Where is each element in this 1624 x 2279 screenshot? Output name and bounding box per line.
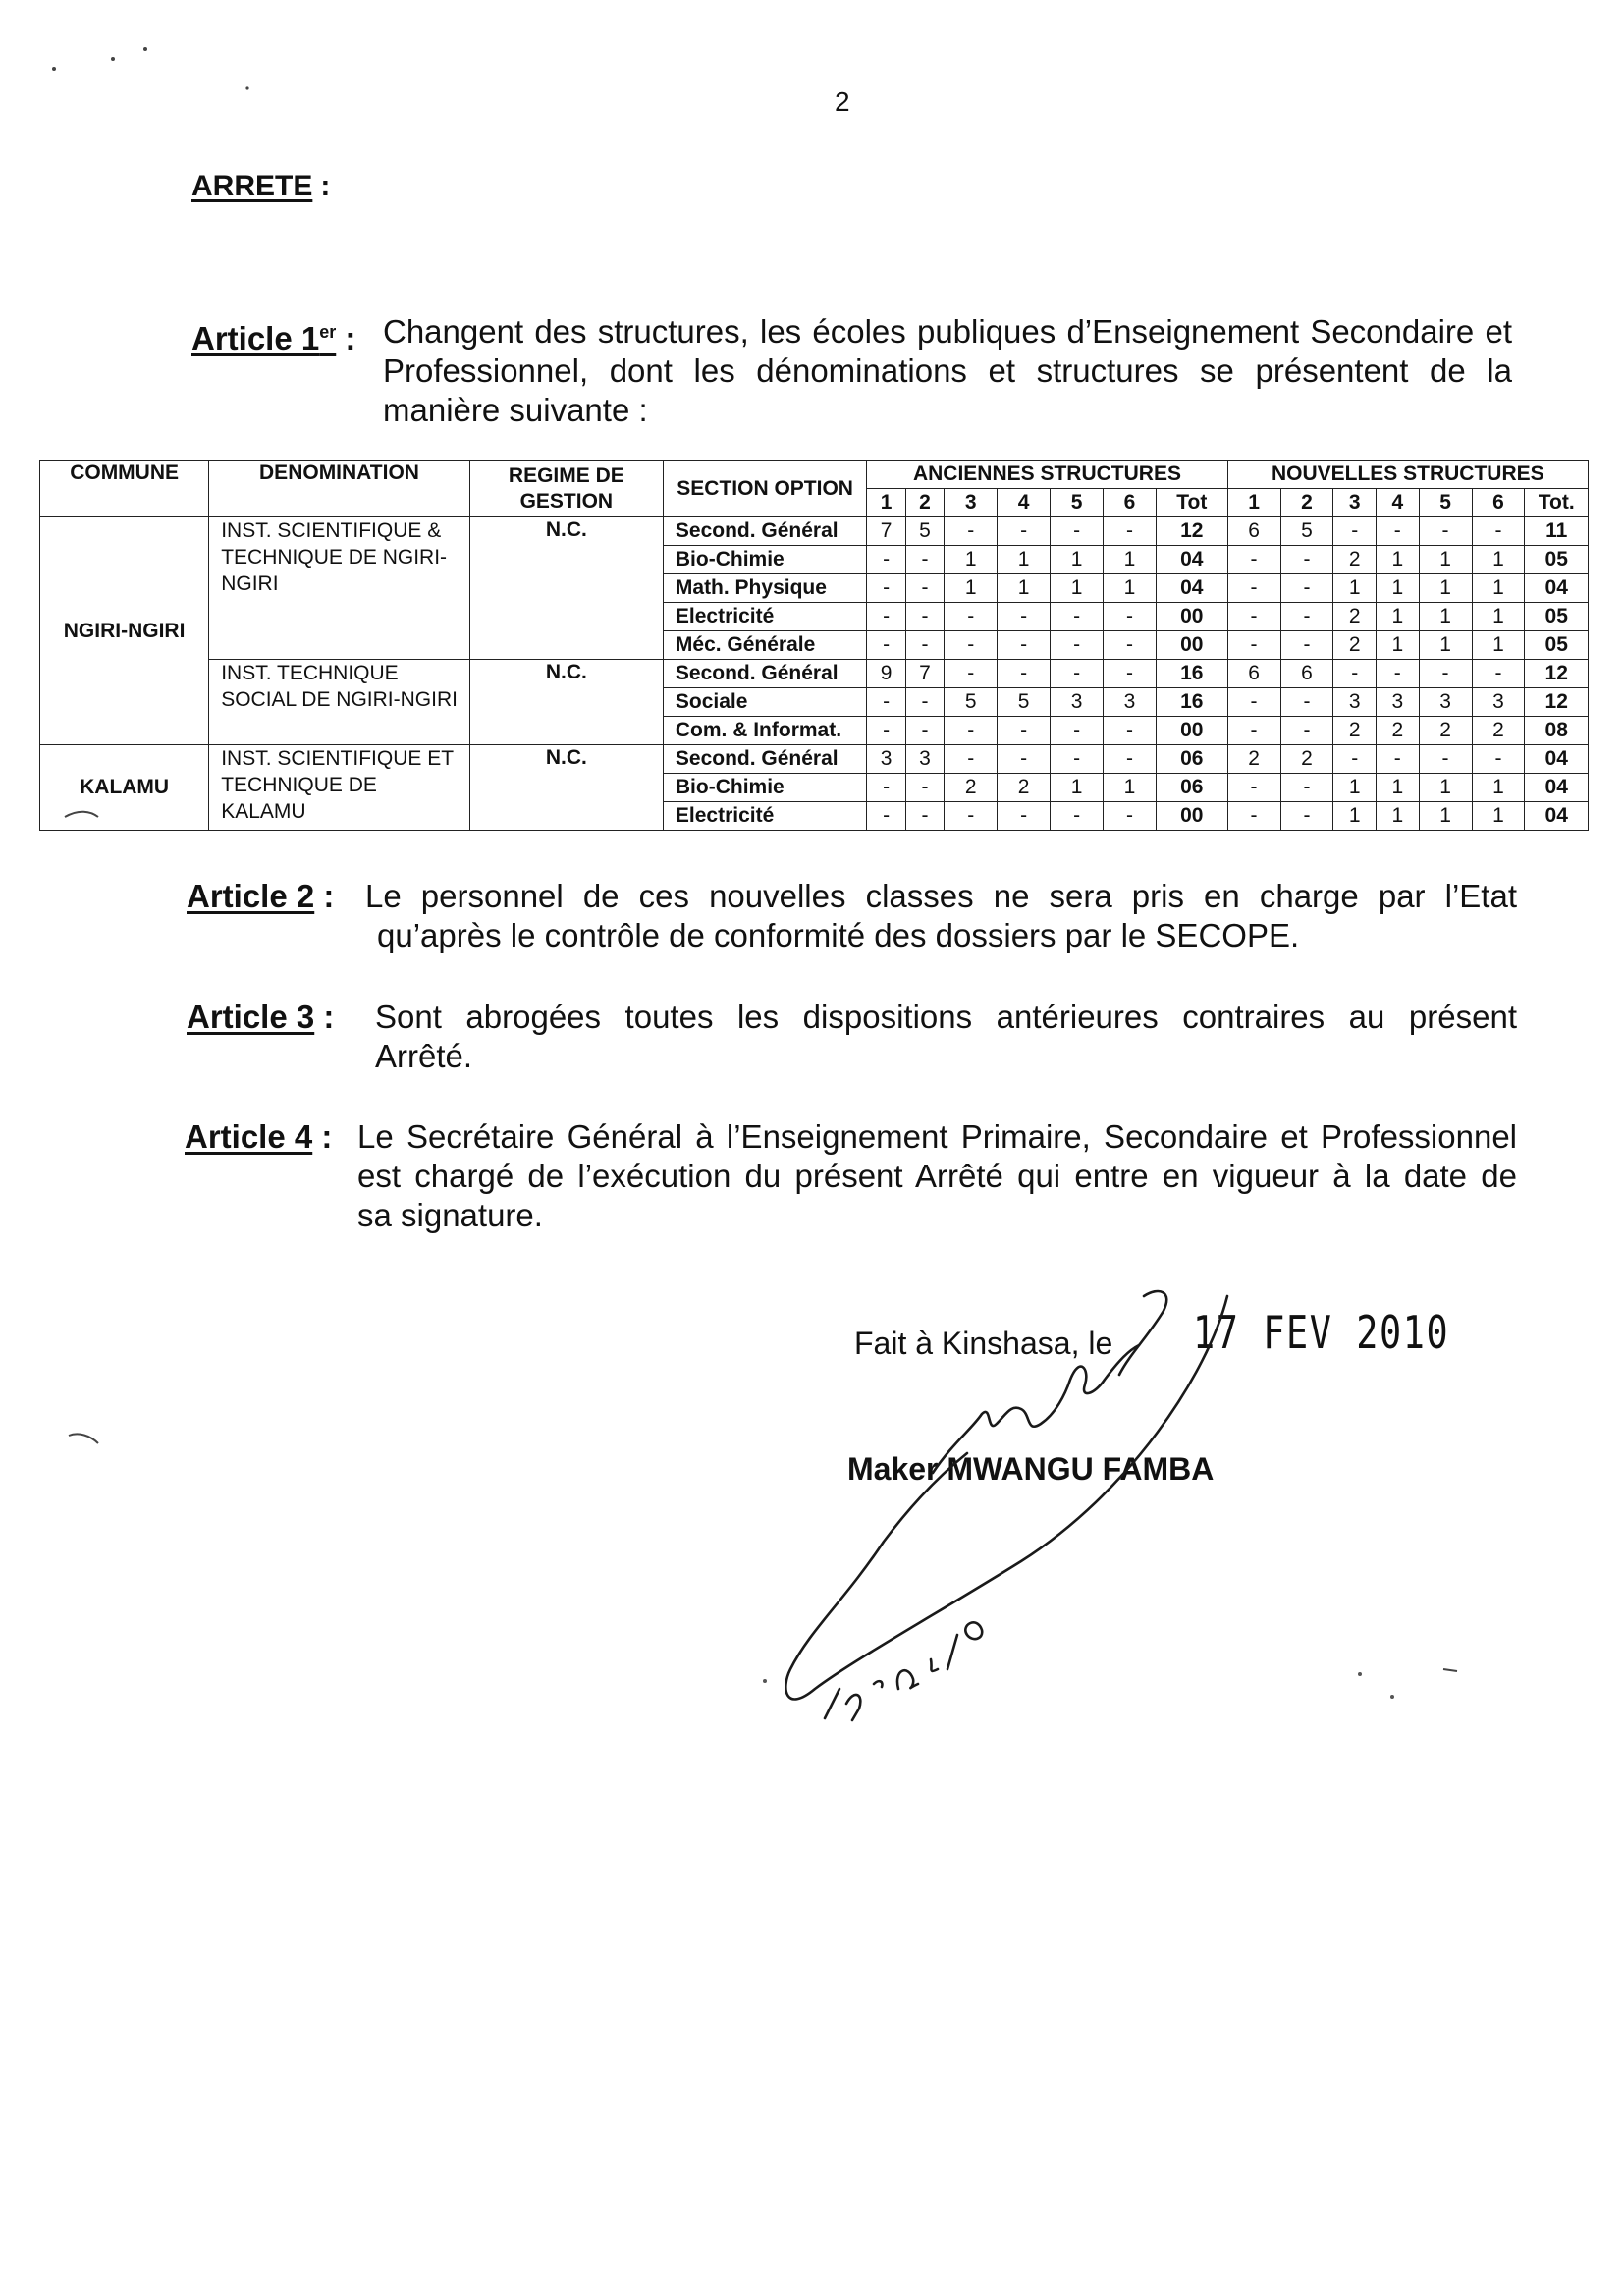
new-value-cell: 1 — [1472, 774, 1525, 802]
old-value-cell: - — [1051, 717, 1104, 745]
new-value-cell: 2 — [1419, 717, 1472, 745]
new-value-cell: - — [1280, 574, 1333, 603]
new-col-header: 1 — [1227, 489, 1280, 517]
old-value-cell: - — [998, 802, 1051, 831]
old-value-cell: 7 — [867, 517, 905, 546]
new-value-cell: - — [1227, 774, 1280, 802]
new-value-cell: - — [1377, 660, 1420, 688]
new-value-cell: 5 — [1280, 517, 1333, 546]
option-cell: Second. Général — [663, 660, 866, 688]
old-value-cell: - — [905, 546, 944, 574]
old-value-cell: 3 — [905, 745, 944, 774]
article-3-label: Article 3 : — [187, 999, 335, 1035]
header-nouvelles: NOUVELLES STRUCTURES — [1227, 461, 1588, 489]
option-cell: Bio-Chimie — [663, 774, 866, 802]
old-value-cell: 3 — [1104, 688, 1157, 717]
denomination-cell: INST. SCIENTIFIQUE & TECHNIQUE DE NGIRI-NGIRI — [209, 517, 470, 660]
new-value-cell: 2 — [1377, 717, 1420, 745]
old-value-cell: - — [998, 517, 1051, 546]
new-value-cell: - — [1227, 717, 1280, 745]
old-value-cell: - — [1104, 603, 1157, 631]
old-value-cell: - — [1104, 660, 1157, 688]
new-col-header: 2 — [1280, 489, 1333, 517]
old-value-cell: - — [1104, 517, 1157, 546]
old-col-header: 5 — [1051, 489, 1104, 517]
header-regime: REGIME DE GESTION — [469, 461, 663, 517]
new-col-header: 6 — [1472, 489, 1525, 517]
new-value-cell: 1 — [1333, 774, 1377, 802]
new-value-cell: 1 — [1333, 574, 1377, 603]
new-value-cell: 1 — [1377, 574, 1420, 603]
old-value-cell: - — [945, 603, 998, 631]
old-value-cell: - — [945, 802, 998, 831]
new-value-cell: - — [1377, 745, 1420, 774]
new-value-cell: 6 — [1227, 517, 1280, 546]
old-value-cell: - — [998, 660, 1051, 688]
option-cell: Electricité — [663, 802, 866, 831]
commune-cell: NGIRI-NGIRI — [40, 517, 209, 745]
new-value-cell: 1 — [1377, 802, 1420, 831]
new-value-cell: 2 — [1280, 745, 1333, 774]
article-4-line: est chargé de l’exécution du présent Arrêté qui entre en vigueur à la date de — [357, 1158, 1517, 1194]
old-total-cell: 16 — [1156, 688, 1227, 717]
new-value-cell: - — [1472, 660, 1525, 688]
new-value-cell: - — [1280, 631, 1333, 660]
new-value-cell: 1 — [1419, 574, 1472, 603]
new-value-cell: 1 — [1419, 546, 1472, 574]
new-value-cell: - — [1280, 546, 1333, 574]
article-2-line: qu’après le contrôle de conformité des dossiers par le SECOPE. — [377, 917, 1300, 953]
old-value-cell: - — [945, 717, 998, 745]
old-value-cell: - — [1051, 603, 1104, 631]
heading-text: ARRETE — [191, 170, 313, 202]
new-total-cell: 04 — [1525, 574, 1589, 603]
new-value-cell: 2 — [1333, 546, 1377, 574]
old-value-cell: - — [905, 574, 944, 603]
option-cell: Sociale — [663, 688, 866, 717]
option-cell: Second. Général — [663, 517, 866, 546]
new-total-cell: 05 — [1525, 603, 1589, 631]
old-value-cell: - — [1051, 631, 1104, 660]
option-cell: Math. Physique — [663, 574, 866, 603]
article-3-line: Sont abrogées toutes les dispositions antérieures contraires au présent — [375, 999, 1517, 1035]
new-value-cell: 6 — [1280, 660, 1333, 688]
new-value-cell: - — [1280, 774, 1333, 802]
new-value-cell: 1 — [1377, 546, 1420, 574]
new-value-cell: 1 — [1472, 574, 1525, 603]
old-value-cell: 2 — [945, 774, 998, 802]
new-value-cell: - — [1227, 631, 1280, 660]
new-value-cell: 1 — [1419, 774, 1472, 802]
new-total-cell: 04 — [1525, 802, 1589, 831]
new-value-cell: 2 — [1333, 631, 1377, 660]
old-value-cell: - — [1051, 660, 1104, 688]
old-total-cell: 16 — [1156, 660, 1227, 688]
heading-colon: : — [320, 170, 331, 202]
old-value-cell: 1 — [1051, 546, 1104, 574]
new-value-cell: - — [1227, 603, 1280, 631]
article-3-line: Arrêté. — [375, 1038, 473, 1074]
new-value-cell: 1 — [1472, 802, 1525, 831]
old-value-cell: 1 — [998, 546, 1051, 574]
old-value-cell: - — [945, 745, 998, 774]
old-value-cell: 3 — [1051, 688, 1104, 717]
article-4-line: Le Secrétaire Général à l’Enseignement Primaire, Secondaire et Professionnel — [357, 1118, 1517, 1155]
new-value-cell: 1 — [1419, 802, 1472, 831]
new-value-cell: - — [1472, 745, 1525, 774]
old-value-cell: - — [905, 688, 944, 717]
article-2-line: Le personnel de ces nouvelles classes ne sera pris en charge par l’Etat — [365, 878, 1517, 914]
option-cell: Bio-Chimie — [663, 546, 866, 574]
old-col-header: 6 — [1104, 489, 1157, 517]
old-value-cell: - — [1104, 745, 1157, 774]
old-value-cell: - — [867, 546, 905, 574]
old-value-cell: - — [905, 717, 944, 745]
old-value-cell: - — [867, 631, 905, 660]
old-value-cell: - — [905, 774, 944, 802]
new-value-cell: 3 — [1419, 688, 1472, 717]
old-value-cell: - — [867, 688, 905, 717]
new-total-cell: 12 — [1525, 660, 1589, 688]
header-anciennes: ANCIENNES STRUCTURES — [867, 461, 1227, 489]
old-value-cell: - — [905, 802, 944, 831]
article-1-line: manière suivante : — [383, 392, 648, 428]
signature-place: Fait à Kinshasa, le — [854, 1326, 1113, 1361]
new-value-cell: - — [1472, 517, 1525, 546]
new-value-cell: - — [1227, 802, 1280, 831]
old-col-header: 3 — [945, 489, 998, 517]
old-value-cell: - — [945, 660, 998, 688]
old-value-cell: 9 — [867, 660, 905, 688]
old-value-cell: - — [998, 603, 1051, 631]
page-number: 2 — [835, 86, 850, 117]
new-value-cell: 3 — [1333, 688, 1377, 717]
new-value-cell: 2 — [1227, 745, 1280, 774]
new-value-cell: - — [1419, 745, 1472, 774]
new-total-cell: 11 — [1525, 517, 1589, 546]
old-total-cell: 12 — [1156, 517, 1227, 546]
old-value-cell: 5 — [945, 688, 998, 717]
date-stamp: 17 FEV 2010 — [1193, 1306, 1450, 1359]
regime-cell: N.C. — [469, 660, 663, 745]
header-commune: COMMUNE — [40, 461, 209, 517]
old-value-cell: - — [867, 603, 905, 631]
new-value-cell: 3 — [1472, 688, 1525, 717]
article-1-line: Changent des structures, les écoles publiques d’Enseignement Secondaire et — [383, 313, 1512, 350]
new-total-cell: 05 — [1525, 546, 1589, 574]
old-total-cell: 06 — [1156, 745, 1227, 774]
old-total-cell: 00 — [1156, 603, 1227, 631]
article-1-label: Article 1er : — [191, 320, 356, 356]
old-value-cell: 3 — [867, 745, 905, 774]
old-col-header: 4 — [998, 489, 1051, 517]
old-value-cell: - — [998, 717, 1051, 745]
article-4-line: sa signature. — [357, 1197, 543, 1233]
new-value-cell: 1 — [1333, 802, 1377, 831]
old-col-header: 1 — [867, 489, 905, 517]
old-value-cell: - — [1051, 745, 1104, 774]
new-value-cell: 3 — [1377, 688, 1420, 717]
old-value-cell: - — [905, 603, 944, 631]
new-value-cell: 2 — [1472, 717, 1525, 745]
new-value-cell: 1 — [1377, 603, 1420, 631]
new-value-cell: - — [1419, 517, 1472, 546]
new-value-cell: - — [1333, 517, 1377, 546]
new-value-cell: 1 — [1419, 603, 1472, 631]
old-value-cell: 1 — [1104, 774, 1157, 802]
old-total-cell: 04 — [1156, 574, 1227, 603]
new-total-cell: 04 — [1525, 745, 1589, 774]
old-value-cell: - — [1051, 517, 1104, 546]
old-value-cell: - — [998, 631, 1051, 660]
old-value-cell: 5 — [998, 688, 1051, 717]
new-value-cell: - — [1333, 745, 1377, 774]
new-value-cell: 1 — [1377, 631, 1420, 660]
option-cell: Com. & Informat. — [663, 717, 866, 745]
old-total-cell: 00 — [1156, 802, 1227, 831]
old-value-cell: 7 — [905, 660, 944, 688]
new-value-cell: - — [1227, 546, 1280, 574]
new-value-cell: - — [1227, 688, 1280, 717]
denomination-cell: INST. SCIENTIFIQUE ET TECHNIQUE DE KALAMU — [209, 745, 470, 831]
old-value-cell: 5 — [905, 517, 944, 546]
new-col-header: Tot. — [1525, 489, 1589, 517]
new-total-cell: 05 — [1525, 631, 1589, 660]
old-col-header: Tot — [1156, 489, 1227, 517]
new-value-cell: - — [1333, 660, 1377, 688]
old-value-cell: - — [1104, 802, 1157, 831]
old-value-cell: - — [867, 774, 905, 802]
old-value-cell: - — [998, 745, 1051, 774]
old-value-cell: - — [945, 631, 998, 660]
new-value-cell: 1 — [1472, 603, 1525, 631]
old-value-cell: 1 — [945, 574, 998, 603]
option-cell: Electricité — [663, 603, 866, 631]
commune-cell: KALAMU — [40, 745, 209, 831]
article-4-label: Article 4 : — [185, 1118, 333, 1155]
old-total-cell: 06 — [1156, 774, 1227, 802]
denomination-cell: INST. TECHNIQUE SOCIAL DE NGIRI-NGIRI — [209, 660, 470, 745]
new-value-cell: - — [1280, 603, 1333, 631]
new-value-cell: - — [1280, 717, 1333, 745]
option-cell: Méc. Générale — [663, 631, 866, 660]
regime-cell: N.C. — [469, 745, 663, 831]
old-total-cell: 04 — [1156, 546, 1227, 574]
new-value-cell: 2 — [1333, 717, 1377, 745]
header-section: SECTION OPTION — [663, 461, 866, 517]
old-value-cell: - — [867, 802, 905, 831]
old-value-cell: 1 — [1104, 574, 1157, 603]
old-total-cell: 00 — [1156, 631, 1227, 660]
article-1-line: Professionnel, dont les dénominations et structures se présentent de la — [383, 353, 1512, 389]
new-value-cell: 1 — [1472, 546, 1525, 574]
old-value-cell: - — [1104, 717, 1157, 745]
old-value-cell: - — [945, 517, 998, 546]
new-value-cell: 6 — [1227, 660, 1280, 688]
new-total-cell: 08 — [1525, 717, 1589, 745]
signer-name: Maker MWANGU FAMBA — [847, 1451, 1215, 1487]
new-value-cell: 1 — [1472, 631, 1525, 660]
old-total-cell: 00 — [1156, 717, 1227, 745]
old-value-cell: - — [867, 717, 905, 745]
old-value-cell: 1 — [1051, 574, 1104, 603]
new-total-cell: 12 — [1525, 688, 1589, 717]
old-value-cell: 2 — [998, 774, 1051, 802]
new-value-cell: 1 — [1377, 774, 1420, 802]
article-2-label: Article 2 : — [187, 878, 335, 914]
new-col-header: 5 — [1419, 489, 1472, 517]
new-total-cell: 04 — [1525, 774, 1589, 802]
new-value-cell: - — [1280, 688, 1333, 717]
old-value-cell: - — [1104, 631, 1157, 660]
header-denomination: DENOMINATION — [209, 461, 470, 517]
new-value-cell: 1 — [1419, 631, 1472, 660]
old-value-cell: 1 — [945, 546, 998, 574]
new-value-cell: - — [1227, 574, 1280, 603]
new-value-cell: - — [1419, 660, 1472, 688]
old-value-cell: 1 — [998, 574, 1051, 603]
new-col-header: 4 — [1377, 489, 1420, 517]
new-value-cell: 2 — [1333, 603, 1377, 631]
old-value-cell: - — [1051, 802, 1104, 831]
regime-cell: N.C. — [469, 517, 663, 660]
old-value-cell: 1 — [1104, 546, 1157, 574]
new-value-cell: - — [1377, 517, 1420, 546]
old-value-cell: 1 — [1051, 774, 1104, 802]
new-value-cell: - — [1280, 802, 1333, 831]
new-col-header: 3 — [1333, 489, 1377, 517]
option-cell: Second. Général — [663, 745, 866, 774]
old-col-header: 2 — [905, 489, 944, 517]
old-value-cell: - — [905, 631, 944, 660]
old-value-cell: - — [867, 574, 905, 603]
